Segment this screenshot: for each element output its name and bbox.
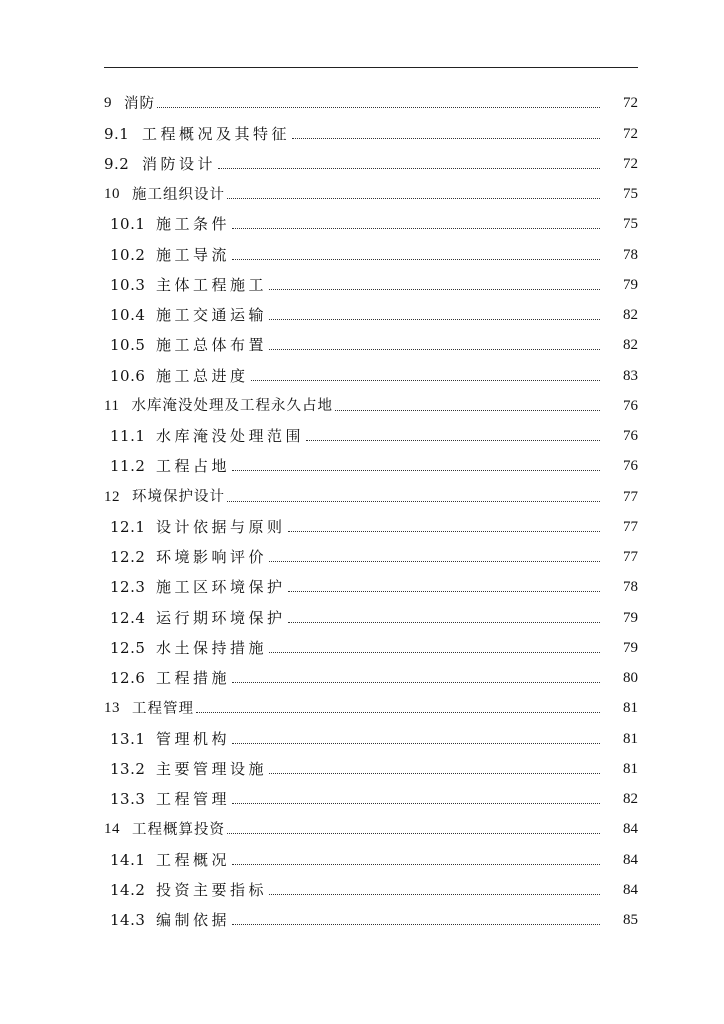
toc-dot-leader — [232, 864, 600, 865]
header-rule — [104, 67, 638, 68]
toc-dot-leader — [251, 380, 600, 381]
toc-page-number: 82 — [623, 791, 638, 807]
toc-entry-number: 9.2 — [104, 154, 130, 173]
toc-section-entry[interactable] — [104, 238, 638, 268]
toc-entry-title: 主要管理设施 — [156, 759, 268, 778]
toc-entry-number: 14 — [104, 821, 120, 838]
toc-section-entry[interactable] — [104, 329, 638, 359]
toc-entry-number: 13.2 — [110, 759, 146, 778]
toc-dot-leader — [157, 107, 600, 108]
toc-section-entry[interactable] — [104, 541, 638, 571]
toc-dot-leader — [269, 652, 600, 653]
toc-chapter-entry[interactable] — [104, 692, 638, 722]
toc-entry-title: 工程概况及其特征 — [142, 124, 291, 143]
toc-entry-title: 工程概算投资 — [132, 821, 225, 838]
toc-entry-number: 10.2 — [110, 245, 146, 264]
toc-entry-title: 水库淹没处理范围 — [156, 427, 305, 445]
toc-entry-number: 14.3 — [110, 911, 146, 929]
toc-dot-leader — [335, 410, 600, 411]
toc-section-entry[interactable] — [104, 874, 638, 904]
toc-dot-leader — [269, 561, 600, 562]
toc-dot-leader — [232, 259, 600, 260]
toc-page-number: 81 — [623, 730, 638, 747]
toc-page-number: 78 — [623, 579, 638, 596]
toc-entry-title: 工程管理 — [132, 700, 194, 717]
toc-dot-leader — [292, 138, 600, 139]
toc-chapter-entry[interactable] — [104, 813, 638, 843]
toc-entry-title: 环境保护设计 — [132, 489, 225, 505]
toc-entry-title: 施工区环境保护 — [156, 578, 286, 597]
toc-dot-leader — [196, 712, 600, 713]
toc-entry-number: 14.2 — [110, 880, 146, 899]
toc-chapter-entry[interactable] — [104, 178, 638, 208]
toc-entry-title: 施工条件 — [156, 215, 231, 234]
toc-section-entry[interactable] — [104, 904, 638, 934]
toc-dot-leader — [288, 531, 600, 532]
toc-section-entry[interactable] — [104, 571, 638, 601]
toc-entry-title: 工程概况 — [156, 850, 231, 869]
toc-page-number: 72 — [623, 125, 638, 142]
toc-entry-title: 环境影响评价 — [156, 548, 268, 566]
toc-page-number: 75 — [623, 186, 638, 202]
toc-dot-leader — [269, 319, 600, 320]
toc-section-entry[interactable] — [104, 632, 638, 662]
toc-page-number: 76 — [623, 458, 638, 475]
toc-dot-leader — [218, 168, 600, 169]
toc-dot-leader — [306, 440, 600, 441]
toc-entry-number: 12.2 — [110, 548, 146, 566]
toc-chapter-entry[interactable] — [104, 87, 638, 117]
toc-entry-title: 水土保持措施 — [156, 638, 268, 657]
toc-entry-title: 消防设计 — [142, 154, 217, 173]
toc-dot-leader — [232, 470, 600, 471]
toc-section-entry[interactable] — [104, 511, 638, 541]
toc-page-number: 85 — [623, 912, 638, 928]
toc-page-number: 79 — [623, 276, 638, 293]
toc-page-number: 77 — [623, 549, 638, 565]
toc-entry-title: 管理机构 — [156, 729, 231, 748]
toc-entry-number: 10.1 — [110, 215, 146, 234]
toc-entry-number: 10 — [104, 186, 120, 202]
toc-entry-title: 编制依据 — [156, 911, 231, 929]
toc-dot-leader — [227, 198, 600, 199]
toc-entry-number: 10.6 — [110, 366, 146, 385]
toc-dot-leader — [269, 773, 600, 774]
toc-entry-number: 12.4 — [110, 608, 146, 627]
table-of-contents — [104, 87, 638, 934]
toc-page-number: 80 — [623, 670, 638, 686]
toc-page-number: 72 — [623, 155, 638, 172]
toc-section-entry[interactable] — [104, 269, 638, 299]
toc-entry-number: 13.3 — [110, 790, 146, 808]
toc-page-number: 84 — [623, 881, 638, 898]
toc-entry-number: 12 — [104, 488, 120, 505]
toc-dot-leader — [227, 501, 600, 502]
toc-entry-title: 施工组织设计 — [132, 186, 225, 203]
toc-entry-number: 12.6 — [110, 669, 146, 687]
toc-page-number: 82 — [623, 337, 638, 354]
toc-section-entry[interactable] — [104, 299, 638, 329]
toc-section-entry[interactable] — [104, 843, 638, 873]
toc-page-number: 82 — [623, 307, 638, 323]
toc-section-entry[interactable] — [104, 148, 638, 178]
toc-section-entry[interactable] — [104, 208, 638, 238]
toc-section-entry[interactable] — [104, 420, 638, 450]
toc-dot-leader — [288, 622, 600, 623]
toc-entry-title: 投资主要指标 — [156, 880, 268, 899]
toc-entry-number: 11.2 — [110, 457, 146, 476]
toc-entry-number: 9.1 — [104, 124, 130, 143]
toc-entry-title: 主体工程施工 — [156, 275, 268, 294]
toc-page-number: 76 — [623, 428, 638, 444]
toc-dot-leader — [269, 894, 600, 895]
toc-page-number: 83 — [623, 367, 638, 384]
toc-entry-title: 水库淹没处理及工程永久占地 — [131, 398, 333, 415]
toc-page-number: 79 — [623, 609, 638, 626]
toc-page-number: 76 — [623, 397, 638, 414]
toc-page-number: 84 — [623, 851, 638, 868]
toc-page-number: 77 — [623, 518, 638, 535]
toc-section-entry[interactable] — [104, 601, 638, 631]
toc-entry-number: 13 — [104, 700, 120, 717]
toc-entry-number: 12.1 — [110, 517, 146, 536]
toc-entry-title: 工程管理 — [156, 790, 231, 808]
toc-section-entry[interactable] — [104, 753, 638, 783]
toc-entry-title: 施工交通运输 — [156, 306, 268, 324]
toc-entry-title: 工程措施 — [156, 669, 231, 687]
toc-page-number: 84 — [623, 821, 638, 838]
toc-entry-number: 12.3 — [110, 578, 146, 597]
toc-dot-leader — [232, 803, 600, 804]
toc-dot-leader — [232, 682, 600, 683]
toc-entry-title: 运行期环境保护 — [156, 608, 286, 627]
toc-dot-leader — [227, 833, 600, 834]
toc-dot-leader — [232, 743, 600, 744]
toc-dot-leader — [288, 591, 600, 592]
toc-page-number: 77 — [623, 488, 638, 505]
toc-entry-number: 10.4 — [110, 306, 146, 324]
toc-dot-leader — [232, 228, 600, 229]
toc-section-entry[interactable] — [104, 662, 638, 692]
toc-page-number: 75 — [623, 216, 638, 233]
toc-entry-number: 10.3 — [110, 275, 146, 294]
toc-section-entry[interactable] — [104, 359, 638, 389]
toc-entry-title: 设计依据与原则 — [156, 517, 286, 536]
toc-page-number: 78 — [623, 246, 638, 263]
toc-entry-title: 施工导流 — [156, 245, 231, 264]
toc-section-entry[interactable] — [104, 783, 638, 813]
toc-dot-leader — [269, 289, 600, 290]
toc-dot-leader — [232, 924, 600, 925]
toc-entry-number: 9 — [104, 95, 112, 112]
toc-entry-title: 施工总进度 — [156, 366, 249, 385]
toc-section-entry[interactable] — [104, 450, 638, 480]
toc-entry-number: 14.1 — [110, 850, 146, 869]
toc-page-number: 79 — [623, 639, 638, 656]
toc-entry-number: 12.5 — [110, 638, 146, 657]
toc-chapter-entry[interactable] — [104, 480, 638, 510]
toc-entry-number: 11.1 — [110, 427, 146, 445]
toc-entry-number: 10.5 — [110, 336, 146, 355]
toc-entry-title: 工程占地 — [156, 457, 231, 476]
toc-entry-number: 11 — [104, 397, 120, 414]
toc-dot-leader — [269, 349, 600, 350]
toc-section-entry[interactable] — [104, 722, 638, 752]
toc-page-number: 81 — [623, 760, 638, 777]
toc-chapter-entry[interactable] — [104, 390, 638, 420]
toc-entry-number: 13.1 — [110, 729, 146, 748]
toc-entry-title: 施工总体布置 — [156, 336, 268, 355]
toc-page-number: 72 — [623, 95, 638, 112]
toc-page-number: 81 — [623, 700, 638, 717]
toc-entry-title: 消防 — [124, 95, 155, 112]
toc-section-entry[interactable] — [104, 117, 638, 147]
